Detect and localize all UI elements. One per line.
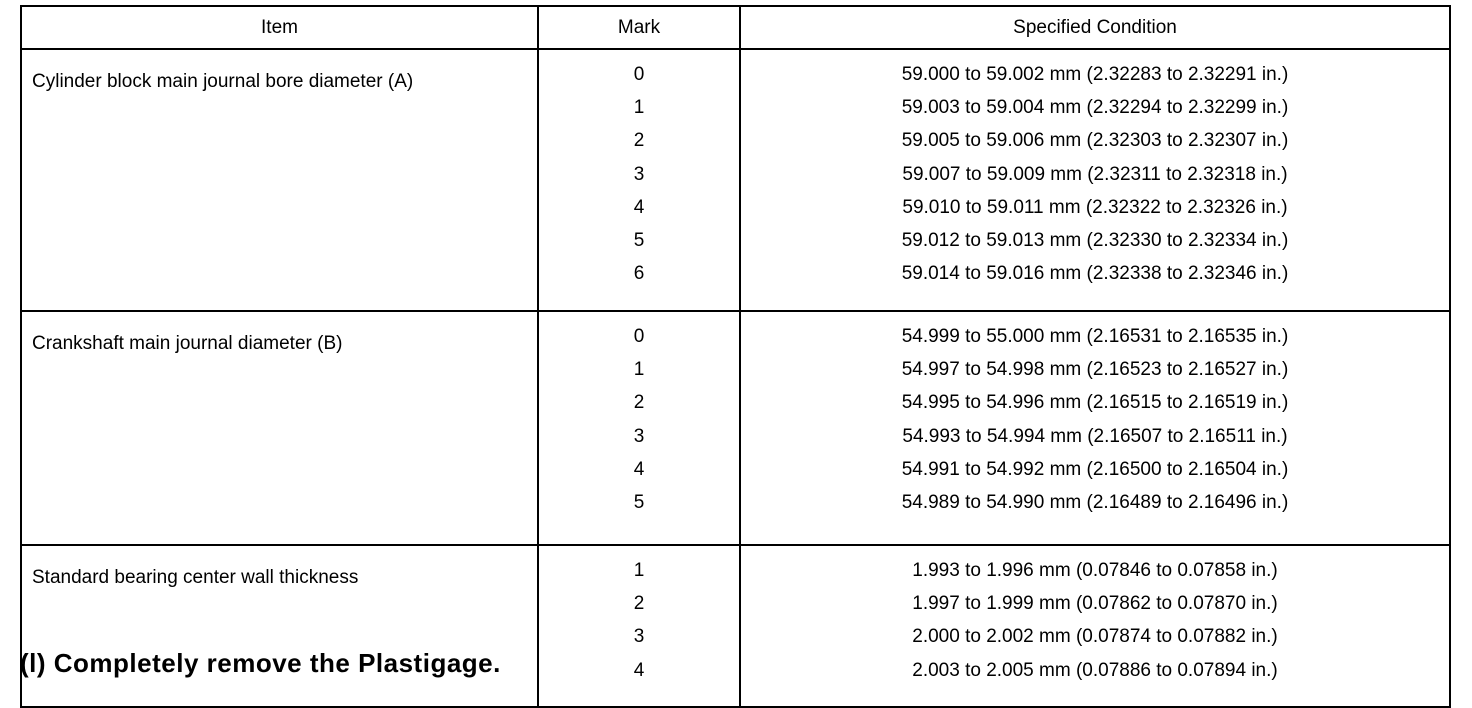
- spec-value: 2.003 to 2.005 mm (0.07886 to 0.07894 in.): [912, 659, 1278, 681]
- header-item: Item: [21, 6, 538, 49]
- spec-value: 59.000 to 59.002 mm (2.32283 to 2.32291 in.): [901, 64, 1289, 85]
- spec-cell: [740, 49, 1450, 311]
- spec-value: 59.007 to 59.009 mm (2.32311 to 2.32318 in.): [902, 163, 1288, 185]
- mark-value: 0: [633, 64, 645, 85]
- item-label: Crankshaft main journal diameter (B): [32, 333, 343, 354]
- spec-value: 59.014 to 59.016 mm (2.32338 to 2.32346 in.): [901, 263, 1289, 285]
- mark-value: 5: [633, 491, 645, 513]
- spec-cell: [740, 311, 1450, 545]
- mark-value: 1: [633, 560, 645, 581]
- mark-value: 2: [633, 130, 645, 152]
- item-label: Cylinder block main journal bore diameter (A): [32, 71, 414, 92]
- item-cell: [21, 311, 538, 545]
- group-row-main-journal-bore: [21, 49, 1450, 311]
- spec-value: 54.991 to 54.992 mm (2.16500 to 2.16504 in.): [901, 458, 1289, 480]
- header-spec: Specified Condition: [740, 6, 1450, 49]
- mark-value: 3: [633, 626, 645, 648]
- mark-value: 2: [633, 593, 645, 615]
- mark-value: 2: [633, 392, 645, 414]
- group-row-bearing-thickness: [21, 545, 1450, 707]
- mark-value: 1: [633, 97, 645, 119]
- spec-value: 1.997 to 1.999 mm (0.07862 to 0.07870 in.): [912, 593, 1278, 615]
- spec-cell: [740, 545, 1450, 707]
- spec-value: 59.003 to 59.004 mm (2.32294 to 2.32299 in.): [901, 97, 1289, 119]
- spec-value: 59.005 to 59.006 mm (2.32303 to 2.32307 in.): [901, 130, 1289, 152]
- mark-value: 4: [633, 458, 645, 480]
- mark-value: 6: [633, 263, 645, 285]
- spec-value: 54.989 to 54.990 mm (2.16489 to 2.16496 in.): [901, 491, 1289, 513]
- mark-value: 1: [633, 359, 645, 381]
- next-step-heading: (l) Completely remove the Plastigage.: [20, 648, 501, 678]
- item-cell: [21, 49, 538, 311]
- spec-value: 59.012 to 59.013 mm (2.32330 to 2.32334 in.): [901, 229, 1289, 251]
- mark-value: 4: [633, 659, 645, 681]
- spec-value: 59.010 to 59.011 mm (2.32322 to 2.32326 in.): [902, 196, 1288, 218]
- mark-value: 4: [633, 196, 645, 218]
- spec-value: 54.999 to 55.000 mm (2.16531 to 2.16535 in.): [901, 326, 1289, 347]
- spec-value: 54.993 to 54.994 mm (2.16507 to 2.16511 in.): [902, 425, 1288, 447]
- mark-value: 3: [633, 163, 645, 185]
- item-cell: [21, 545, 538, 707]
- mark-cell: [538, 49, 740, 311]
- spec-value: 54.995 to 54.996 mm (2.16515 to 2.16519 in.): [901, 392, 1289, 414]
- item-label: Standard bearing center wall thickness: [32, 567, 359, 588]
- mark-cell: [538, 311, 740, 545]
- mark-value: 0: [633, 326, 645, 347]
- group-row-crankshaft-journal: [21, 311, 1450, 545]
- spec-value: 1.993 to 1.996 mm (0.07846 to 0.07858 in.): [912, 560, 1278, 581]
- spec-value: 2.000 to 2.002 mm (0.07874 to 0.07882 in.): [912, 626, 1278, 648]
- mark-value: 5: [633, 229, 645, 251]
- spec-value: 54.997 to 54.998 mm (2.16523 to 2.16527 in.): [901, 359, 1289, 381]
- spec-table: [20, 5, 1451, 708]
- header-mark: Mark: [538, 6, 740, 49]
- header-row: [21, 6, 1450, 49]
- mark-cell: [538, 545, 740, 707]
- mark-value: 3: [633, 425, 645, 447]
